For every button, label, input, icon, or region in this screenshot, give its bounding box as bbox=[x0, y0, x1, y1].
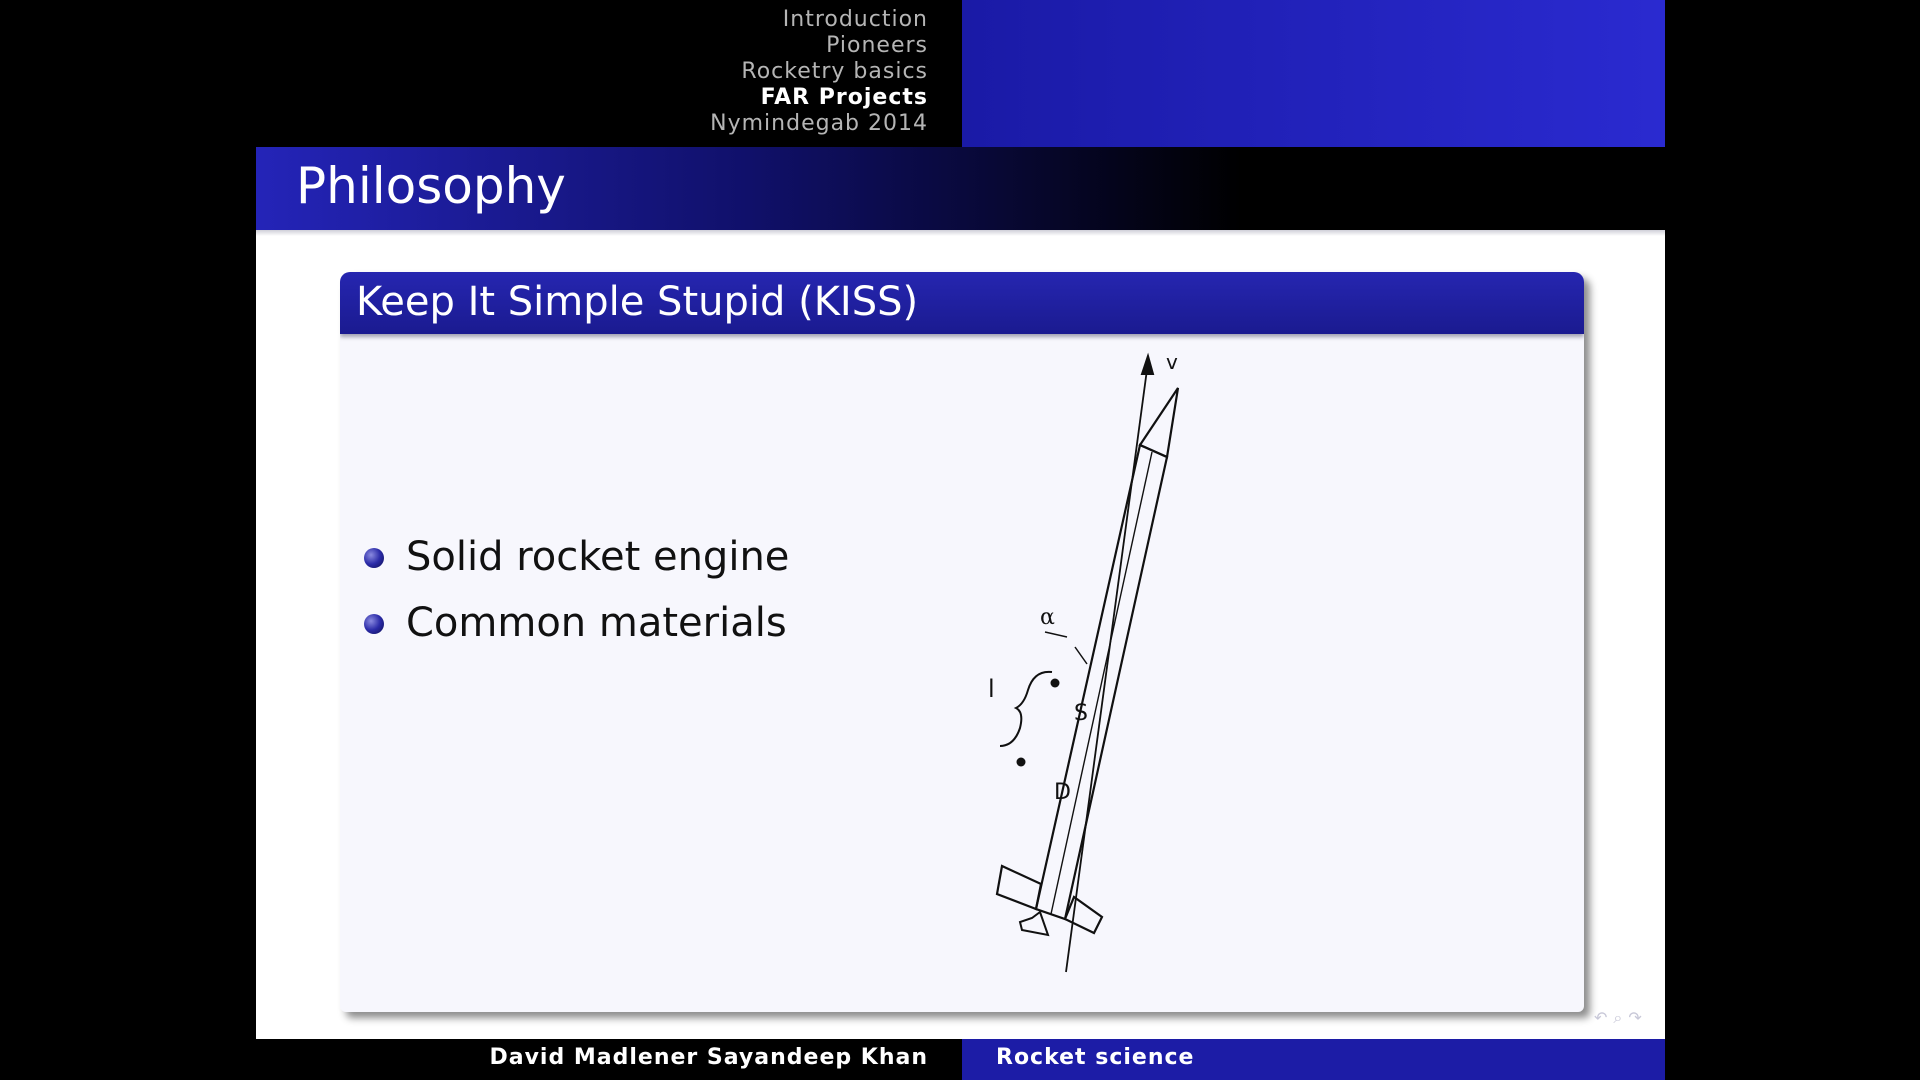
cg-label: D bbox=[1054, 780, 1071, 805]
block-title: Keep It Simple Stupid (KISS) bbox=[356, 279, 919, 325]
nav-section-introduction[interactable]: Introduction bbox=[782, 7, 928, 32]
nose-cone bbox=[1140, 388, 1178, 457]
forward-icon[interactable]: ↷ bbox=[1628, 1008, 1648, 1027]
length-label: l bbox=[988, 675, 995, 703]
nav-section-nymindegab[interactable]: Nymindegab 2014 bbox=[710, 111, 928, 136]
footer-authors: David Madlener Sayandeep Khan bbox=[489, 1045, 928, 1070]
section-nav bbox=[256, 0, 962, 147]
section-list bbox=[710, 7, 928, 137]
velocity-arrowhead bbox=[1142, 356, 1153, 374]
angle-label: α bbox=[1040, 605, 1055, 630]
cp-label: S bbox=[1074, 701, 1088, 726]
footer-title-panel bbox=[962, 1039, 1665, 1080]
gravity-center-dot bbox=[1017, 758, 1026, 767]
frame-title-bar bbox=[256, 147, 1665, 230]
back-icon[interactable]: ↶ bbox=[1594, 1008, 1614, 1027]
pressure-center-dot bbox=[1051, 679, 1060, 688]
angle-tick-2 bbox=[1075, 647, 1087, 664]
nozzle-fin bbox=[1020, 912, 1048, 935]
beamer-nav-controls bbox=[1594, 1008, 1648, 1028]
rear-fin bbox=[997, 866, 1041, 909]
kiss-block bbox=[340, 272, 1584, 1012]
bullet-text: Solid rocket engine bbox=[406, 534, 790, 580]
frame-title: Philosophy bbox=[296, 157, 566, 215]
angle-tick-1 bbox=[1045, 632, 1067, 637]
nav-section-far-projects[interactable]: FAR Projects bbox=[760, 85, 928, 110]
rocket-diagram bbox=[340, 272, 1584, 1012]
nav-section-pioneers[interactable]: Pioneers bbox=[826, 33, 928, 58]
footer-authors-panel bbox=[256, 1039, 962, 1080]
velocity-label: v bbox=[1166, 350, 1178, 374]
title-shadow bbox=[256, 230, 1665, 236]
velocity-arrow bbox=[1066, 362, 1148, 972]
search-icon[interactable]: ⌕ bbox=[1613, 1008, 1629, 1027]
front-fin bbox=[1065, 897, 1102, 933]
nav-section-rocketry-basics[interactable]: Rocketry basics bbox=[741, 59, 928, 84]
slide bbox=[256, 0, 1665, 1080]
footer-short-title: Rocket science bbox=[996, 1045, 1195, 1070]
length-brace bbox=[1000, 672, 1052, 746]
bullet-text: Common materials bbox=[406, 600, 787, 646]
rocket-body-inner bbox=[1051, 452, 1152, 914]
subsection-nav-panel bbox=[962, 0, 1665, 147]
